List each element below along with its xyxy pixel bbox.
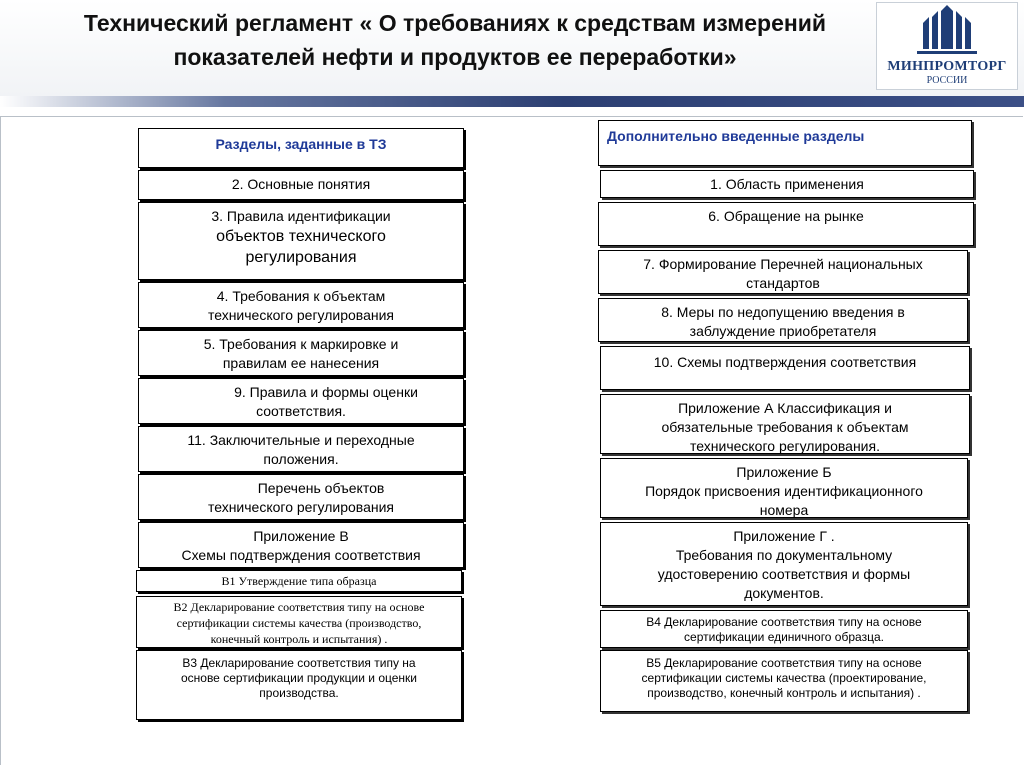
right-item-market-circulation: 6. Обращение на рынке xyxy=(598,202,974,246)
left-item-marking-requirements: 5. Требования к маркировке и правилам ее нанесения xyxy=(138,330,464,376)
logo-text: МИНПРОМТОРГ xyxy=(887,59,1007,74)
right-item-appendix-a: Приложение А Классификация и обязательные требования к объектам технического регулирования. xyxy=(600,394,970,454)
right-header-label: Дополнительно введенные разделы xyxy=(607,128,865,144)
left-item-v1: В1 Утверждение типа образца xyxy=(136,570,462,592)
page-title xyxy=(30,6,880,74)
left-item-identification-rules: 3. Правила идентификации объектов технического регулирования xyxy=(138,202,464,280)
right-item-appendix-b: Приложение Б Порядок присвоения идентификационного номера xyxy=(600,458,968,518)
left-item-conformity-assessment: 9. Правила и формы оценки соответствия. xyxy=(138,378,464,424)
ministry-logo xyxy=(876,2,1018,90)
title-line-1: Технический регламент « О требованиях к средствам измерений xyxy=(83,10,827,36)
right-item-v4: В4 Декларирование соответствия типу на основе сертификации единичного образца. xyxy=(600,610,968,648)
left-header-label: Разделы, заданные в ТЗ xyxy=(215,136,387,152)
right-item-scope: 1. Область применения xyxy=(600,170,974,198)
left-item-v2: В2 Декларирование соответствия типу на основе сертификации системы качества (производство, конечный контроль и испытания) . xyxy=(136,596,462,648)
left-item-object-requirements: 4. Требования к объектам технического регулирования xyxy=(138,282,464,328)
right-item-v5: В5 Декларирование соответствия типу на основе сертификации системы качества (проектирование, производство, конечный контроль и испытания) . xyxy=(600,650,968,712)
left-item-v3: В3 Декларирование соответствия типу на основе сертификации продукции и оценки производства. xyxy=(136,650,462,720)
left-item-object-list: Перечень объектов технического регулирования xyxy=(138,474,464,520)
left-column-header xyxy=(138,128,464,168)
title-line-2: показателей нефти и продуктов ее переработки» xyxy=(173,44,737,70)
left-item-appendix-v: Приложение В Схемы подтверждения соответствия xyxy=(138,522,464,568)
left-item-basic-concepts: 2. Основные понятия xyxy=(138,170,464,200)
header-band xyxy=(0,96,1024,107)
right-column-header xyxy=(598,120,972,166)
right-item-national-standards: 7. Формирование Перечней национальных стандартов xyxy=(598,250,968,294)
right-item-conformity-schemes: 10. Схемы подтверждения соответствия xyxy=(600,346,970,390)
right-item-misleading-prevention: 8. Меры по недопущению введения в заблуждение приобретателя xyxy=(598,298,968,342)
logo-subtext: РОССИИ xyxy=(926,75,968,86)
header-area xyxy=(0,0,1024,96)
right-item-appendix-g: Приложение Г . Требования по документальному удостоверению соответствия и формы документов. xyxy=(600,522,968,606)
left-item-final-provisions: 11. Заключительные и переходные положения. xyxy=(138,426,464,472)
building-emblem-icon xyxy=(877,3,1017,59)
